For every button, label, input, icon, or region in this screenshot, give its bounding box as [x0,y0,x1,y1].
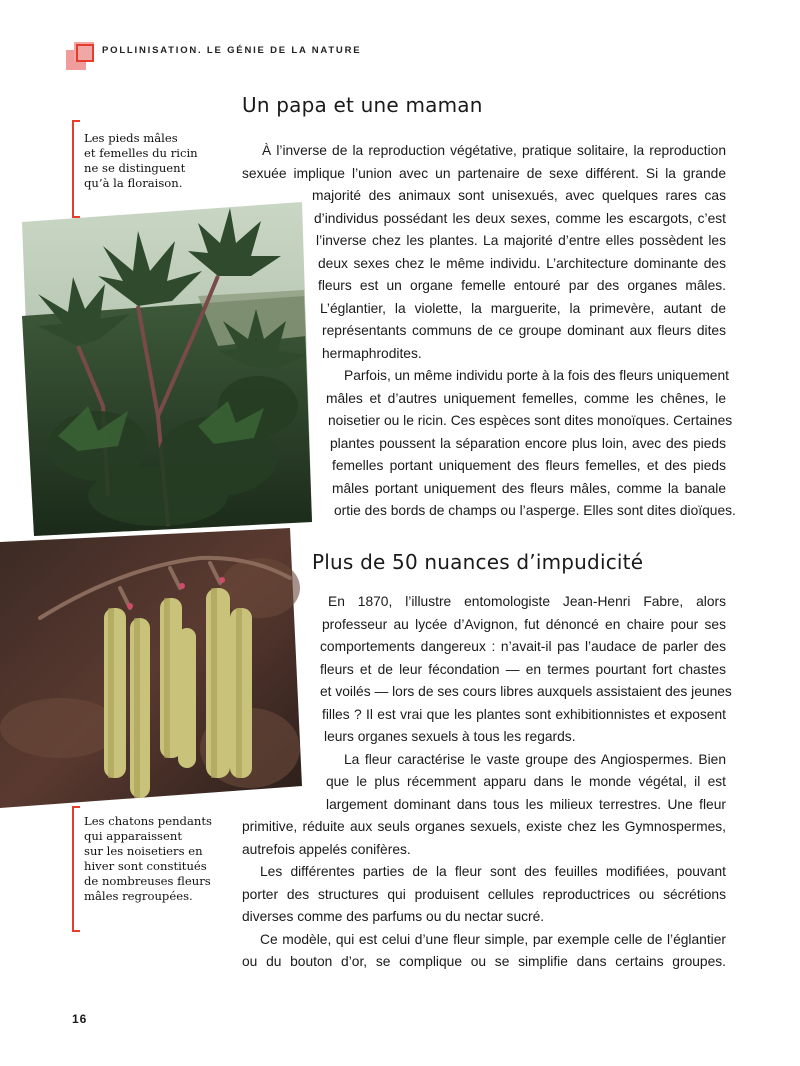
text-line: L’églantier, la violette, la marguerite, la primevère, autant de [320,300,726,316]
text-line: que le plus récemment apparu dans le monde végétal, il est [326,774,726,789]
text-line: représentants communs de ce groupe dominant aux fleurs dites [322,323,726,338]
section1-body [242,140,736,523]
text-line: mâles portant uniquement des fleurs mâles, comme la banale [332,480,726,496]
text-line: et voilés — lors de ses cours libres auxquels assistaient des jeunes [320,684,732,699]
text-line: porter des structures qui produisent cellules reproductrices ou sécrétions [242,886,726,902]
text-line: Les différentes parties de la fleur sont des feuilles modifiées, pouvant [260,864,726,879]
text-line: d’individus possédant les deux sexes, comme les escargots, c’est [314,210,726,226]
caption-line: de nombreuses fleurs [84,874,211,888]
text-line: Parfois, un même individu porte à la fois des fleurs uniquement [344,368,729,383]
text-line: sexuée implique l’union avec un partenaire de sexe différent. Si la grande [242,165,726,181]
text-line: ou du bouton d’or, se complique ou se simplifie dans certains groupes. [242,954,726,969]
caption-line: Les pieds mâles [84,131,178,145]
text-line: Ce modèle, qui est celui d’une fleur simple, par exemple celle de l’églantier [260,931,726,947]
caption-line: et femelles du ricin [84,146,198,160]
text-line: majorité des animaux sont unisexués, avec quelques rares cas [312,188,726,203]
text-line: noisetier ou le ricin. Ces espèces sont dites monoïques. Certaines [328,413,733,428]
header-logo-mark [66,40,96,70]
running-header: POLLINISATION. LE GÉNIE DE LA NATURE [102,45,362,56]
text-line: primitive, réduite aux seuls organes sexuels, existe chez les Gymnospermes, [242,819,726,834]
text-line: l’inverse chez les plantes. La majorité d’entre elles possèdent les [316,233,726,248]
text-line: ortie des bords de champs ou l’asperge. Elles sont dites dioïques. [334,503,736,518]
section-heading-papa-maman: Un papa et une maman [242,93,483,117]
text-line: hermaphrodites. [322,345,422,361]
text-line: diverses comme des parfums ou du nectar sucré. [242,909,545,924]
caption-bracket [72,806,80,932]
text-line: filles ? Il est vrai que les plantes sont exhibitionnistes et exposent [322,706,726,722]
caption-line: hiver sont constitués [84,859,207,873]
text-line: autrefois appelés conifères. [242,841,411,857]
caption-line: qui apparaissent [84,829,182,843]
text-line: plantes poussent la séparation encore plus loin, avec des pieds [330,435,726,451]
caption-line: Les chatons pendants [84,814,212,828]
text-line: mâles et d’autres uniquement femelles, comme les chênes, le [326,390,726,406]
caption-line: mâles regroupées. [84,889,193,903]
caption-line: qu’à la floraison. [84,176,183,190]
text-line: deux sexes chez le même individu. L’architecture dominante des [318,255,726,271]
section-heading-nuances: Plus de 50 nuances d’impudicité [312,550,644,574]
caption-line: ne se distinguent [84,161,186,175]
text-line: professeur au lycée d’Avignon, fut dénoncé en chaire pour ses [322,616,726,632]
text-line: femelles portant uniquement des fleurs femelles, et des pieds [332,458,726,473]
text-line: À l’inverse de la reproduction végétative, pratique solitaire, la reproduction [262,143,726,158]
text-line: fleurs et de leur fécondation — en termes pourtant fort chastes [320,661,726,677]
text-line: comportements dangereux : n’avait-il pas l’audace de parler des [320,639,726,654]
text-line: fleurs est un organe femelle entouré par des organes mâles. [318,278,726,293]
caption-noisetier [72,806,232,932]
page-number: 16 [72,1012,88,1026]
text-line: La fleur caractérise le vaste groupe des Angiospermes. Bien [344,751,726,767]
text-line: leurs organes sexuels à tous les regards. [324,729,576,744]
text-line: largement dominant dans tous les milieux terrestres. Une fleur [326,796,726,812]
section2-body [242,591,732,974]
text-line: En 1870, l’illustre entomologiste Jean-Henri Fabre, alors [328,594,726,609]
caption-line: sur les noisetiers en [84,844,203,858]
